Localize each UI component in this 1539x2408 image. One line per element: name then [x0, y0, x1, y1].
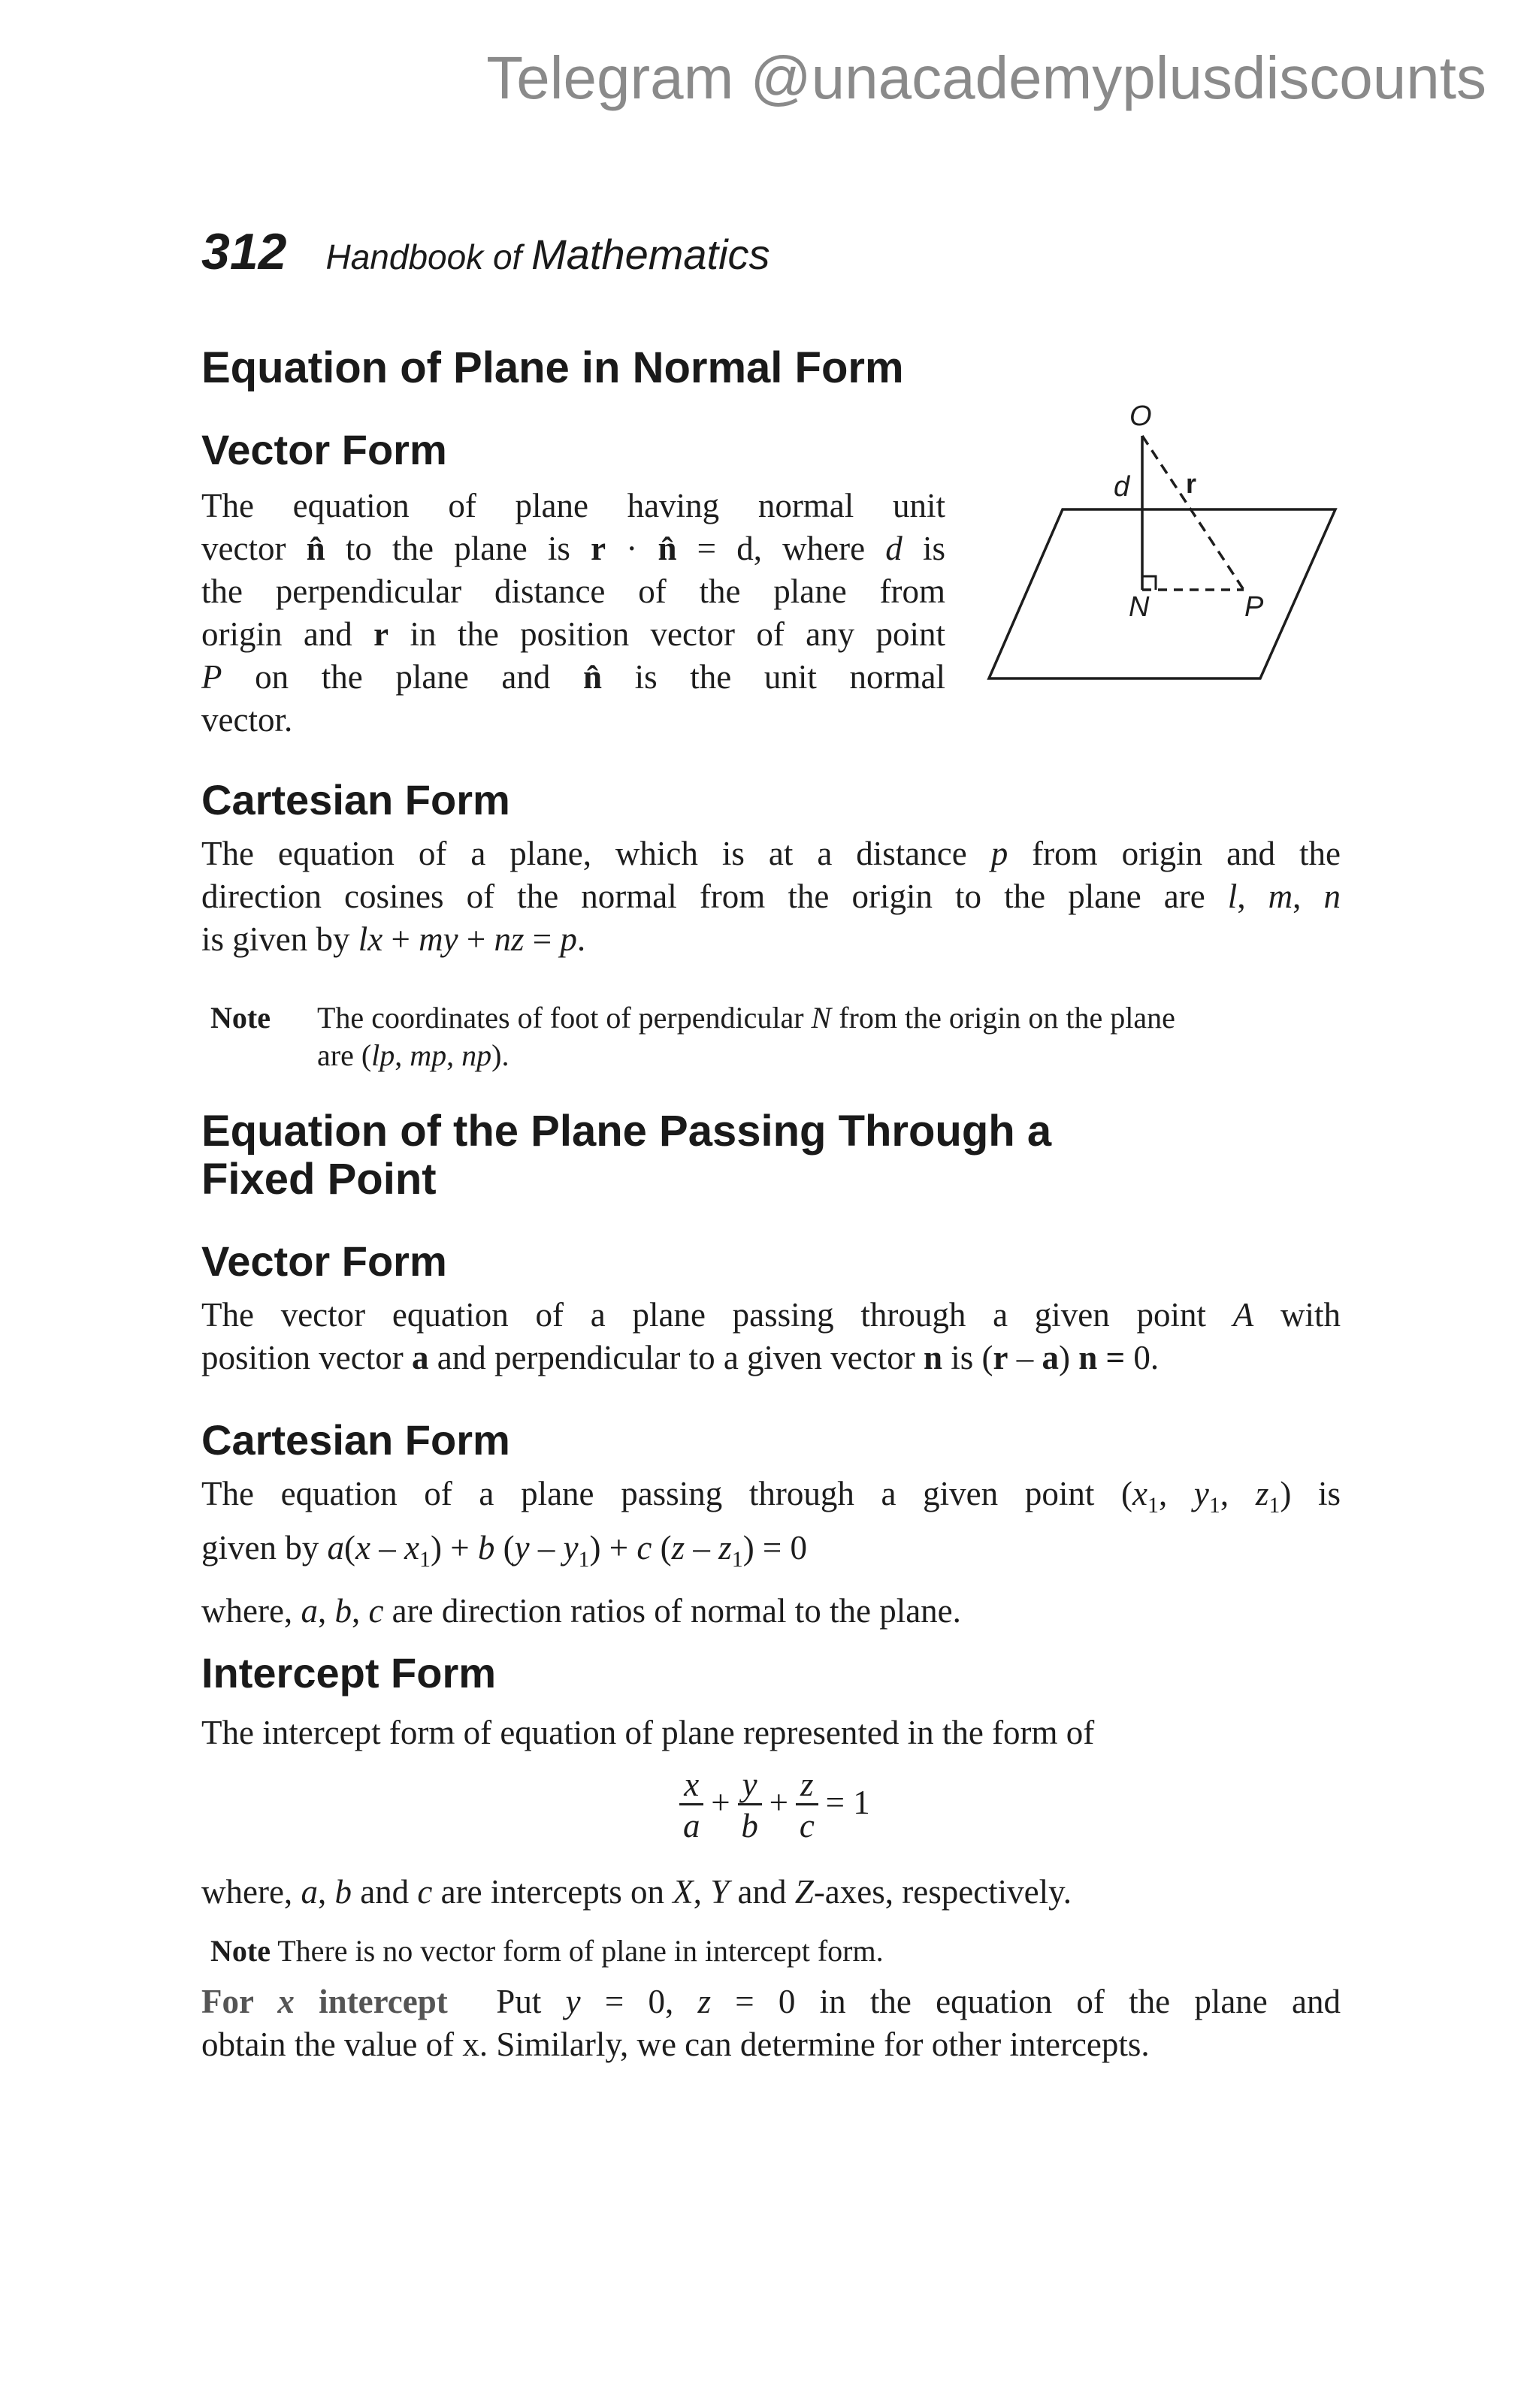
label-O: O [1129, 400, 1152, 432]
section-title-fixed-point-line1: Equation of the Plane Passing Through a [201, 1107, 1052, 1156]
heading-cartesian-form-2: Cartesian Form [201, 1416, 510, 1464]
heading-intercept-form: Intercept Form [201, 1649, 497, 1696]
paragraph-vector-form-1: The equation of plane having normal unit vector n̂ to the plane is r · n̂ = d, where d is the perpendicular distance of the plane from origin and r in the position vector of any point P on the plane and n̂ is the unit normal vector. [201, 487, 946, 739]
plane-parallelogram [989, 509, 1335, 678]
section-title-normal-form: Equation of Plane in Normal Form [201, 343, 904, 392]
paragraph-intercepts: where, a, b and c are intercepts on X, Y and Z-axes, respectively. [201, 1873, 1072, 1911]
intercept-formula: $\frac{x}{a}$ + $\frac{y}{b}$ + $\frac{z}{c}$ = 1 [201, 1766, 1341, 1846]
paragraph-x-intercept: For x intercept Put y = 0, z = 0 in the equation of the plane and obtain the value of x. Similarly, we can determine for other intercepts. [201, 1983, 1341, 2063]
plane-normal-diagram [984, 398, 1353, 699]
paragraph-cartesian-form-1: The equation of a plane, which is at a distance p from origin and the direction cosines of the normal from the origin to the plane are l, m, n is given by lx + my + nz = p. [201, 835, 1341, 958]
section-title-fixed-point-line2: Fixed Point [201, 1155, 437, 1204]
note-no-vector-form [210, 1932, 884, 1970]
note2-text: There is no vector form of plane in intercept form. [277, 1934, 884, 1968]
label-P: P [1244, 591, 1264, 623]
book-title [325, 231, 770, 278]
note-label: Note [210, 1001, 271, 1035]
watermark: Telegram @unacademyplusdiscounts [486, 44, 1486, 111]
right-angle-marker [1142, 576, 1156, 590]
x-intercept-label: For x intercept [201, 1983, 448, 2020]
note-foot-of-perpendicular: Note The coordinates of foot of perpendicular N from the origin on the plane are (lp, mp, np). [210, 1001, 1175, 1072]
heading-vector-form-1: Vector Form [201, 426, 447, 473]
label-N: N [1129, 591, 1150, 623]
heading-cartesian-form-1: Cartesian Form [201, 776, 510, 823]
book-title-main: Mathematics [531, 231, 770, 278]
page-number: 312 [201, 223, 287, 280]
paragraph-intercept-form: The intercept form of equation of plane represented in the form of [201, 1714, 1095, 1751]
book-title-prefix: Handbook of [325, 237, 522, 276]
paragraph-cartesian-form-2: The equation of a plane passing through a given point ($x_1$, $y_1$, $z_1$) is given by $a(x - x_1) + b$ $(y - y_1) + c$ $(z - z_1) = 0$ where, a, b, c are direction ratios of normal to the plane. [201, 1475, 1341, 1630]
label-r: r [1186, 468, 1197, 499]
note2-label: Note [210, 1934, 271, 1968]
paragraph-vector-form-2: The vector equation of a plane passing through a given point A with position vector a and perpendicular to a given vector n is (r – a) n = 0. [201, 1296, 1341, 1376]
label-d: d [1114, 471, 1130, 503]
page-header [201, 222, 770, 281]
heading-vector-form-2: Vector Form [201, 1237, 447, 1285]
position-vector-line [1142, 436, 1244, 590]
